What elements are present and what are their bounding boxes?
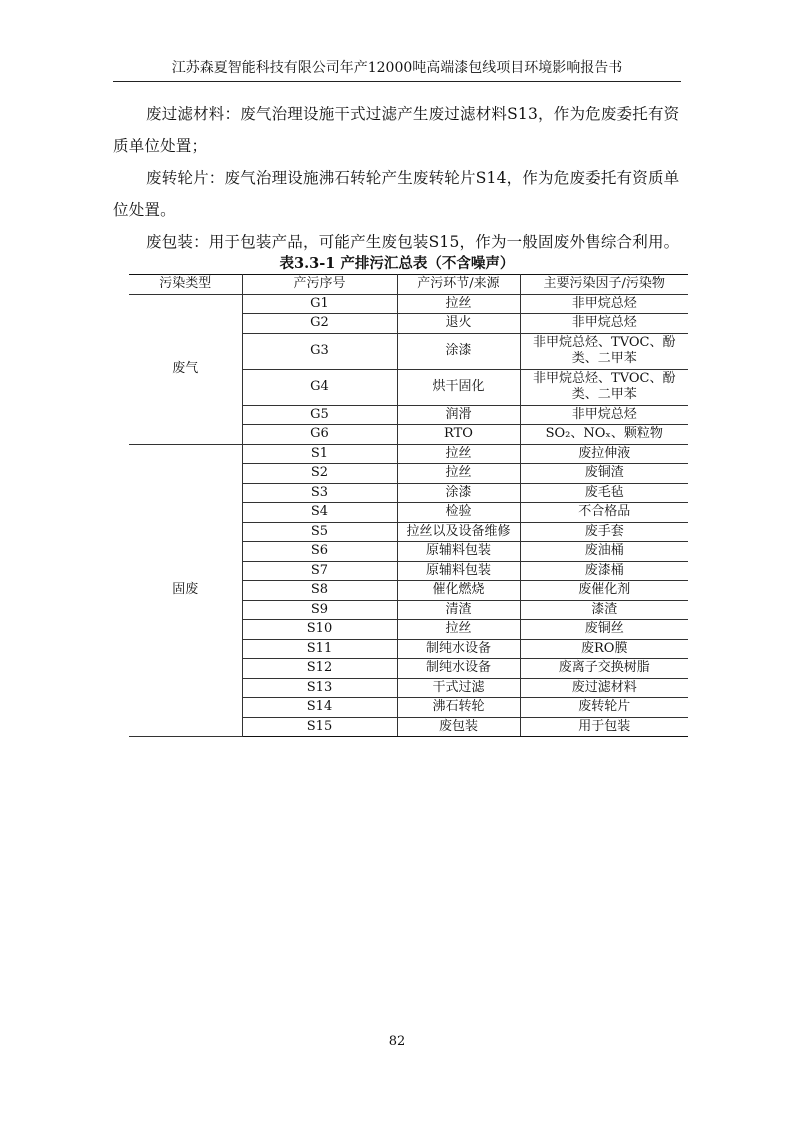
cell-process: 拉丝 <box>397 444 520 464</box>
header-source-process: 产污环节/来源 <box>397 275 520 295</box>
cell-process: RTO <box>397 425 520 445</box>
cell-process: 清渣 <box>397 600 520 620</box>
cell-pollutant: 废催化剂 <box>520 581 688 601</box>
page-number: 82 <box>388 1034 406 1049</box>
group-label-waste-gas: 废气 <box>129 294 242 444</box>
cell-id: S11 <box>242 639 397 659</box>
cell-process: 制纯水设备 <box>397 659 520 679</box>
cell-pollutant: 废油桶 <box>520 542 688 562</box>
cell-pollutant: 不合格品 <box>520 503 688 523</box>
cell-pollutant: 非甲烷总烃 <box>520 294 688 314</box>
cell-pollutant: 废毛毡 <box>520 483 688 503</box>
cell-id: S12 <box>242 659 397 679</box>
cell-process: 拉丝以及设备维修 <box>397 522 520 542</box>
cell-pollutant: 非甲烷总烃、TVOC、酚类、二甲苯 <box>520 369 688 405</box>
cell-pollutant: 废离子交换树脂 <box>520 659 688 679</box>
cell-process: 涂漆 <box>397 333 520 369</box>
cell-pollutant: 废铜渣 <box>520 464 688 484</box>
cell-process: 检验 <box>397 503 520 523</box>
cell-pollutant: 非甲烷总烃 <box>520 314 688 334</box>
cell-id: S4 <box>242 503 397 523</box>
cell-process: 涂漆 <box>397 483 520 503</box>
table-row <box>129 294 688 314</box>
table-row <box>129 444 688 464</box>
header-source-id: 产污序号 <box>242 275 397 295</box>
paragraph-waste-wheel: 废转轮片：废气治理设施沸石转轮产生废转轮片S14，作为危废委托有资质单位处置。 <box>113 169 680 219</box>
cell-id: S1 <box>242 444 397 464</box>
cell-id: S14 <box>242 698 397 718</box>
table-caption: 表3.3-1 产排污汇总表（不含噪声） <box>279 255 515 272</box>
cell-id: S8 <box>242 581 397 601</box>
cell-pollutant: 废RO膜 <box>520 639 688 659</box>
cell-process: 拉丝 <box>397 620 520 640</box>
cell-pollutant: 废铜丝 <box>520 620 688 640</box>
cell-id: S13 <box>242 678 397 698</box>
cell-process: 干式过滤 <box>397 678 520 698</box>
cell-pollutant: 废手套 <box>520 522 688 542</box>
cell-id: S6 <box>242 542 397 562</box>
paragraph-waste-filter: 废过滤材料：废气治理设施干式过滤产生废过滤材料S13，作为危废委托有资质单位处置； <box>113 105 680 155</box>
cell-pollutant: 非甲烷总烃 <box>520 405 688 425</box>
cell-pollutant: SO₂、NOₓ、颗粒物 <box>520 425 688 445</box>
cell-id: S5 <box>242 522 397 542</box>
cell-process: 制纯水设备 <box>397 639 520 659</box>
group-label-solid-waste: 固废 <box>129 444 242 737</box>
cell-process: 催化燃烧 <box>397 581 520 601</box>
cell-id: S15 <box>242 717 397 737</box>
cell-id: G2 <box>242 314 397 334</box>
cell-pollutant: 漆渣 <box>520 600 688 620</box>
cell-process: 废包装 <box>397 717 520 737</box>
header-divider <box>113 81 681 82</box>
cell-process: 退火 <box>397 314 520 334</box>
paragraph-waste-packaging: 废包装：用于包装产品，可能产生废包装S15，作为一般固废外售综合利用。 <box>146 233 680 251</box>
cell-id: G3 <box>242 333 397 369</box>
page-header: 江苏森夏智能科技有限公司年产12000吨高端漆包线项目环境影响报告书 <box>171 60 623 76</box>
cell-id: S3 <box>242 483 397 503</box>
cell-id: S2 <box>242 464 397 484</box>
cell-pollutant: 废过滤材料 <box>520 678 688 698</box>
cell-pollutant: 废转轮片 <box>520 698 688 718</box>
cell-pollutant: 废漆桶 <box>520 561 688 581</box>
table-header-row <box>129 275 688 295</box>
cell-id: S7 <box>242 561 397 581</box>
cell-id: G1 <box>242 294 397 314</box>
header-pollution-type: 污染类型 <box>129 275 242 295</box>
cell-id: G4 <box>242 369 397 405</box>
cell-id: G5 <box>242 405 397 425</box>
cell-pollutant: 非甲烷总烃、TVOC、酚类、二甲苯 <box>520 333 688 369</box>
cell-process: 烘干固化 <box>397 369 520 405</box>
cell-id: S10 <box>242 620 397 640</box>
cell-process: 拉丝 <box>397 294 520 314</box>
cell-pollutant: 废拉伸液 <box>520 444 688 464</box>
cell-id: G6 <box>242 425 397 445</box>
cell-process: 原辅料包装 <box>397 561 520 581</box>
cell-process: 润滑 <box>397 405 520 425</box>
cell-process: 原辅料包装 <box>397 542 520 562</box>
cell-id: S9 <box>242 600 397 620</box>
cell-process: 沸石转轮 <box>397 698 520 718</box>
header-main-pollutant: 主要污染因子/污染物 <box>520 275 688 295</box>
pollution-summary-table <box>129 274 688 737</box>
cell-pollutant: 用于包装 <box>520 717 688 737</box>
cell-process: 拉丝 <box>397 464 520 484</box>
